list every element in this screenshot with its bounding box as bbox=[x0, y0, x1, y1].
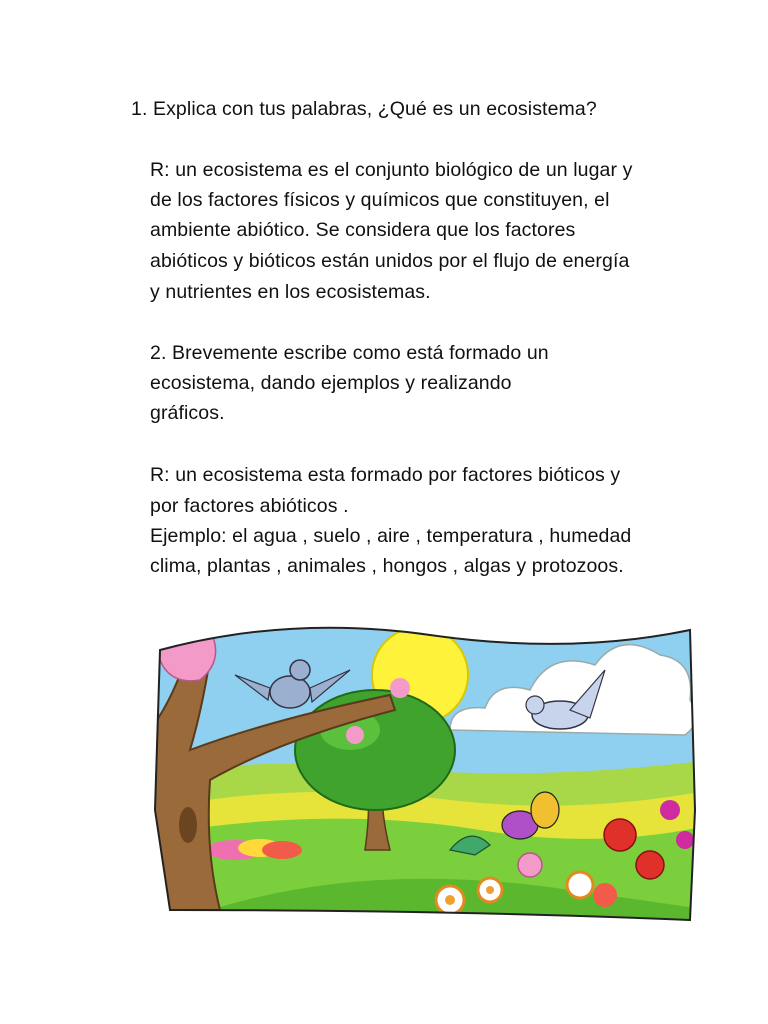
answer-1-line: de los factores físicos y químicos que constituyen, el bbox=[150, 189, 610, 211]
answer-2-line: R: un ecosistema esta formado por factores bióticos y bbox=[150, 464, 621, 486]
ecosystem-scene-icon bbox=[150, 610, 710, 930]
question-2-line: ecosistema, dando ejemplos y realizando bbox=[150, 372, 512, 394]
answer-1-line: R: un ecosistema es el conjunto biológico de un lugar y bbox=[150, 159, 633, 181]
question-1: 1. Explica con tus palabras, ¿Qué es un ecosistema? bbox=[131, 98, 597, 120]
answer-1-line: y nutrientes en los ecosistemas. bbox=[150, 281, 431, 303]
answer-2-line: clima, plantas , animales , hongos , algas y protozoos. bbox=[150, 555, 624, 577]
answer-2-line: Ejemplo: el agua , suelo , aire , temperatura , humedad bbox=[150, 525, 632, 547]
question-2-line: gráficos. bbox=[150, 402, 225, 424]
answer-2-line: por factores abióticos . bbox=[150, 495, 349, 517]
answer-1-line: ambiente abiótico. Se considera que los factores bbox=[150, 219, 576, 241]
question-2-line: 2. Brevemente escribe como está formado un bbox=[150, 342, 549, 364]
answer-1-line: abióticos y bióticos están unidos por el flujo de energía bbox=[150, 250, 630, 272]
